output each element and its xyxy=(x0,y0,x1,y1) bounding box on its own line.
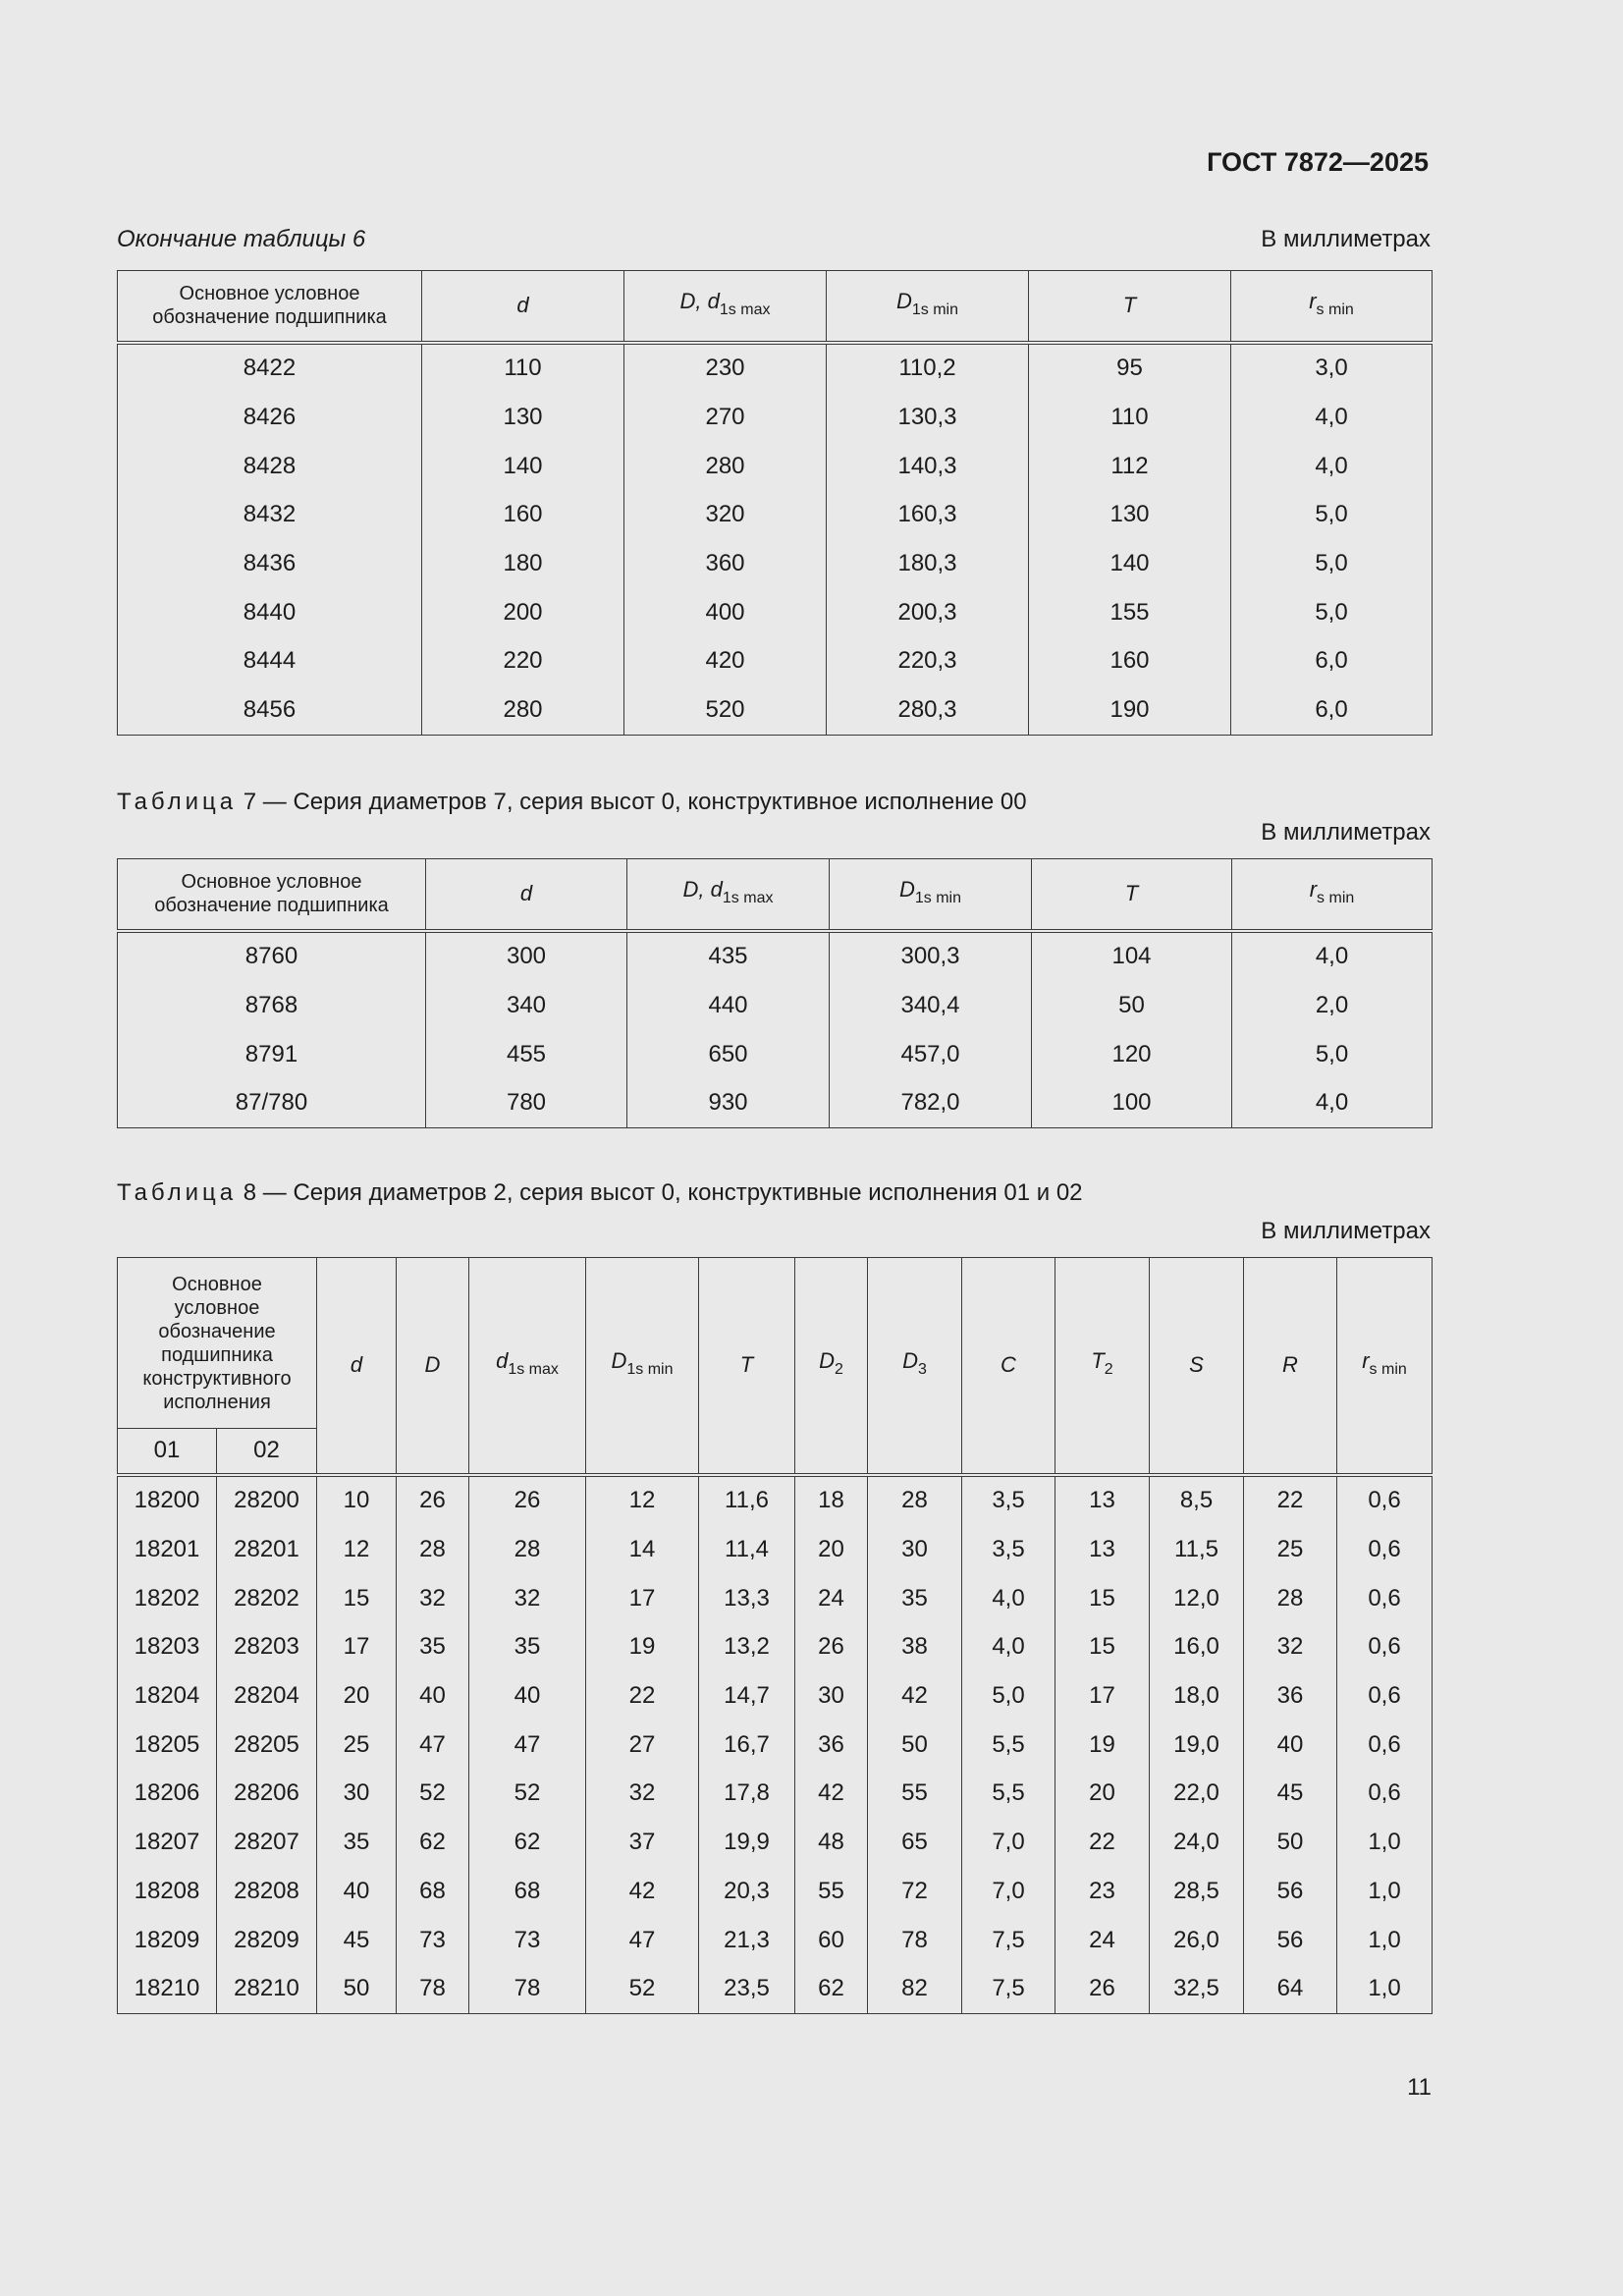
table-cell: 40 xyxy=(317,1867,397,1916)
table-cell: 35 xyxy=(469,1623,586,1672)
table-cell: 24 xyxy=(795,1574,868,1623)
table-row xyxy=(118,1574,1433,1623)
table-cell: 13,3 xyxy=(699,1574,795,1623)
col-header-d: d xyxy=(426,859,627,931)
col-header-01: 01 xyxy=(118,1429,217,1475)
table-cell: 28 xyxy=(1244,1574,1337,1623)
table-cell: 22,0 xyxy=(1150,1770,1244,1819)
table-cell: 155 xyxy=(1029,588,1231,637)
col-header-D1smin: $D_{1s min}$ xyxy=(586,1258,699,1475)
table-cell: 0,6 xyxy=(1337,1475,1433,1526)
table-row xyxy=(118,442,1433,491)
table-cell: 4,0 xyxy=(1232,931,1433,982)
table-cell: 5,0 xyxy=(1231,588,1433,637)
table-row xyxy=(118,1525,1433,1574)
table-cell: 55 xyxy=(795,1867,868,1916)
table-cell: 190 xyxy=(1029,685,1231,735)
table-cell: 47 xyxy=(586,1916,699,1965)
table-cell: 50 xyxy=(317,1964,397,2013)
table-cell: 280,3 xyxy=(827,685,1029,735)
table-cell: 160 xyxy=(1029,637,1231,686)
table6-caption: Окончание таблицы 6 xyxy=(117,226,366,252)
table7-units: В миллиметрах xyxy=(1261,819,1431,846)
table-cell: 48 xyxy=(795,1818,868,1867)
table-cell: 8456 xyxy=(118,685,422,735)
table-cell: 18 xyxy=(795,1475,868,1526)
table-cell: 35 xyxy=(397,1623,469,1672)
table-cell: 64 xyxy=(1244,1964,1337,2013)
table-cell: 30 xyxy=(317,1770,397,1819)
table-cell: 28210 xyxy=(217,1964,317,2013)
col-header-D1smin: $D_{1s min}$ xyxy=(830,859,1032,931)
table-row xyxy=(118,1721,1433,1770)
table-cell: 56 xyxy=(1244,1916,1337,1965)
table-cell: 28202 xyxy=(217,1574,317,1623)
table-cell: 78 xyxy=(469,1964,586,2013)
table-cell: 23 xyxy=(1055,1867,1150,1916)
table-cell: 340,4 xyxy=(830,981,1032,1030)
table-cell: 4,0 xyxy=(1231,393,1433,442)
table-cell: 73 xyxy=(469,1916,586,1965)
col-header-designation: Основное условное обозначение подшипника xyxy=(118,271,422,343)
table-cell: 12 xyxy=(586,1475,699,1526)
table-cell: 18205 xyxy=(118,1721,217,1770)
table-cell: 17 xyxy=(317,1623,397,1672)
table-cell: 87/780 xyxy=(118,1079,426,1128)
table-cell: 68 xyxy=(469,1867,586,1916)
col-header-d: d xyxy=(317,1258,397,1475)
table-cell: 19 xyxy=(586,1623,699,1672)
col-header-d: d xyxy=(422,271,624,343)
table-row xyxy=(118,1770,1433,1819)
table-cell: 457,0 xyxy=(830,1030,1032,1079)
table-cell: 11,6 xyxy=(699,1475,795,1526)
table-cell: 360 xyxy=(624,539,827,588)
table-cell: 8426 xyxy=(118,393,422,442)
table-cell: 60 xyxy=(795,1916,868,1965)
table-cell: 455 xyxy=(426,1030,627,1079)
table-cell: 56 xyxy=(1244,1867,1337,1916)
table-cell: 26 xyxy=(795,1623,868,1672)
table-cell: 28209 xyxy=(217,1916,317,1965)
table-cell: 6,0 xyxy=(1231,637,1433,686)
table-cell: 27 xyxy=(586,1721,699,1770)
table-cell: 28200 xyxy=(217,1475,317,1526)
table-cell: 5,0 xyxy=(962,1671,1055,1721)
table-cell: 8422 xyxy=(118,343,422,394)
col-header-02: 02 xyxy=(217,1429,317,1475)
table-cell: 50 xyxy=(868,1721,962,1770)
table-cell: 50 xyxy=(1244,1818,1337,1867)
table-cell: 110 xyxy=(1029,393,1231,442)
table-cell: 32 xyxy=(586,1770,699,1819)
table-cell: 0,6 xyxy=(1337,1574,1433,1623)
table7-caption: Таблица 7 — Серия диаметров 7, серия высот 0, конструктивное исполнение 00 xyxy=(117,789,1027,815)
table-cell: 420 xyxy=(624,637,827,686)
table-cell: 28205 xyxy=(217,1721,317,1770)
col-header-D2: $D_2$ xyxy=(795,1258,868,1475)
table-row xyxy=(118,1818,1433,1867)
table-cell: 18203 xyxy=(118,1623,217,1672)
table-cell: 5,5 xyxy=(962,1721,1055,1770)
table-cell: 22 xyxy=(586,1671,699,1721)
table-cell: 28208 xyxy=(217,1867,317,1916)
table-cell: 52 xyxy=(397,1770,469,1819)
col-header-R: R xyxy=(1244,1258,1337,1475)
table-cell: 5,5 xyxy=(962,1770,1055,1819)
table-cell: 78 xyxy=(868,1916,962,1965)
table-cell: 78 xyxy=(397,1964,469,2013)
table-cell: 160 xyxy=(422,491,624,540)
table-cell: 13,2 xyxy=(699,1623,795,1672)
table-cell: 62 xyxy=(795,1964,868,2013)
col-header-rsmin: $r_{s min}$ xyxy=(1337,1258,1433,1475)
table-cell: 7,5 xyxy=(962,1964,1055,2013)
table-cell: 130 xyxy=(1029,491,1231,540)
table-cell: 45 xyxy=(1244,1770,1337,1819)
table-cell: 340 xyxy=(426,981,627,1030)
table-cell: 26 xyxy=(397,1475,469,1526)
table-cell: 25 xyxy=(1244,1525,1337,1574)
table-row xyxy=(118,1867,1433,1916)
table-cell: 180,3 xyxy=(827,539,1029,588)
table-cell: 220 xyxy=(422,637,624,686)
table-cell: 5,0 xyxy=(1231,491,1433,540)
table-cell: 47 xyxy=(397,1721,469,1770)
table-cell: 82 xyxy=(868,1964,962,2013)
table-cell: 19,0 xyxy=(1150,1721,1244,1770)
table-cell: 4,0 xyxy=(1231,442,1433,491)
table-row xyxy=(118,539,1433,588)
table-cell: 782,0 xyxy=(830,1079,1032,1128)
table-cell: 5,0 xyxy=(1232,1030,1433,1079)
table-cell: 28204 xyxy=(217,1671,317,1721)
table-cell: 8436 xyxy=(118,539,422,588)
table-cell: 130,3 xyxy=(827,393,1029,442)
table-cell: 65 xyxy=(868,1818,962,1867)
table-cell: 130 xyxy=(422,393,624,442)
table-row xyxy=(118,637,1433,686)
table8 xyxy=(117,1257,1433,2014)
table-cell: 140,3 xyxy=(827,442,1029,491)
table-cell: 73 xyxy=(397,1916,469,1965)
table-cell: 8791 xyxy=(118,1030,426,1079)
table-cell: 26,0 xyxy=(1150,1916,1244,1965)
table-cell: 8444 xyxy=(118,637,422,686)
table-cell: 650 xyxy=(627,1030,830,1079)
col-header-D3: $D_3$ xyxy=(868,1258,962,1475)
table-cell: 24,0 xyxy=(1150,1818,1244,1867)
table-cell: 40 xyxy=(397,1671,469,1721)
table-cell: 100 xyxy=(1032,1079,1232,1128)
table-cell: 780 xyxy=(426,1079,627,1128)
col-header-D1smin: $D_{1s min}$ xyxy=(827,271,1029,343)
table-cell: 35 xyxy=(317,1818,397,1867)
col-header-designation: Основное условное обозначение подшипника xyxy=(118,859,426,931)
table-cell: 18,0 xyxy=(1150,1671,1244,1721)
table-cell: 18210 xyxy=(118,1964,217,2013)
table-cell: 52 xyxy=(469,1770,586,1819)
table-cell: 435 xyxy=(627,931,830,982)
table-cell: 16,7 xyxy=(699,1721,795,1770)
table-cell: 68 xyxy=(397,1867,469,1916)
table-cell: 19,9 xyxy=(699,1818,795,1867)
table-cell: 32 xyxy=(397,1574,469,1623)
table-row xyxy=(118,1623,1433,1672)
table-cell: 18207 xyxy=(118,1818,217,1867)
col-header-T: T xyxy=(1032,859,1232,931)
table-cell: 62 xyxy=(397,1818,469,1867)
table6-units: В миллиметрах xyxy=(1261,226,1431,252)
table-cell: 140 xyxy=(1029,539,1231,588)
table-cell: 28203 xyxy=(217,1623,317,1672)
table-cell: 17,8 xyxy=(699,1770,795,1819)
table-cell: 18201 xyxy=(118,1525,217,1574)
table-cell: 0,6 xyxy=(1337,1721,1433,1770)
table-cell: 2,0 xyxy=(1232,981,1433,1030)
table-cell: 42 xyxy=(868,1671,962,1721)
col-header-D-d1smax: D, $d_{1s max}$ xyxy=(627,859,830,931)
table-cell: 16,0 xyxy=(1150,1623,1244,1672)
table-cell: 0,6 xyxy=(1337,1671,1433,1721)
table-cell: 95 xyxy=(1029,343,1231,394)
col-header-rsmin: $r_{s min}$ xyxy=(1232,859,1433,931)
table-cell: 42 xyxy=(795,1770,868,1819)
col-header-D-d1smax: D, $d_{1s max}$ xyxy=(624,271,827,343)
table-cell: 4,0 xyxy=(1232,1079,1433,1128)
table-cell: 7,0 xyxy=(962,1867,1055,1916)
table-cell: 11,5 xyxy=(1150,1525,1244,1574)
table-cell: 1,0 xyxy=(1337,1916,1433,1965)
table-row xyxy=(118,1964,1433,2013)
table-cell: 18200 xyxy=(118,1475,217,1526)
table-cell: 17 xyxy=(1055,1671,1150,1721)
table-cell: 15 xyxy=(317,1574,397,1623)
page-number: 11 xyxy=(1407,2074,1432,2101)
table-cell: 12,0 xyxy=(1150,1574,1244,1623)
table-cell: 8440 xyxy=(118,588,422,637)
table-cell: 0,6 xyxy=(1337,1623,1433,1672)
table-cell: 1,0 xyxy=(1337,1867,1433,1916)
table-cell: 300 xyxy=(426,931,627,982)
table-cell: 18206 xyxy=(118,1770,217,1819)
table-cell: 28 xyxy=(868,1475,962,1526)
table-cell: 52 xyxy=(586,1964,699,2013)
table-cell: 112 xyxy=(1029,442,1231,491)
table-cell: 4,0 xyxy=(962,1574,1055,1623)
table-cell: 320 xyxy=(624,491,827,540)
table-cell: 19 xyxy=(1055,1721,1150,1770)
table-cell: 7,0 xyxy=(962,1818,1055,1867)
table-cell: 400 xyxy=(624,588,827,637)
table8-units: В миллиметрах xyxy=(1261,1218,1431,1244)
table-row xyxy=(118,1030,1433,1079)
table6 xyxy=(117,270,1433,736)
table-cell: 120 xyxy=(1032,1030,1232,1079)
table-cell: 180 xyxy=(422,539,624,588)
table-cell: 36 xyxy=(1244,1671,1337,1721)
col-header-T: T xyxy=(699,1258,795,1475)
table-row xyxy=(118,343,1433,394)
table-cell: 3,5 xyxy=(962,1525,1055,1574)
table-cell: 14,7 xyxy=(699,1671,795,1721)
table-cell: 270 xyxy=(624,393,827,442)
table-row xyxy=(118,1079,1433,1128)
table-row xyxy=(118,1475,1433,1526)
table-cell: 8760 xyxy=(118,931,426,982)
table-cell: 13 xyxy=(1055,1475,1150,1526)
table-row xyxy=(118,981,1433,1030)
table-cell: 15 xyxy=(1055,1574,1150,1623)
table-cell: 1,0 xyxy=(1337,1818,1433,1867)
table-cell: 45 xyxy=(317,1916,397,1965)
table-cell: 26 xyxy=(1055,1964,1150,2013)
table-cell: 40 xyxy=(1244,1721,1337,1770)
table-cell: 18209 xyxy=(118,1916,217,1965)
table8-caption: Таблица 8 — Серия диаметров 2, серия высот 0, конструктивные исполнения 01 и 02 xyxy=(117,1179,1083,1206)
table-cell: 28,5 xyxy=(1150,1867,1244,1916)
table-cell: 30 xyxy=(868,1525,962,1574)
table-cell: 8,5 xyxy=(1150,1475,1244,1526)
table-cell: 38 xyxy=(868,1623,962,1672)
table-cell: 32 xyxy=(469,1574,586,1623)
col-header-D: D xyxy=(397,1258,469,1475)
table-cell: 14 xyxy=(586,1525,699,1574)
table-cell: 0,6 xyxy=(1337,1770,1433,1819)
table-cell: 28 xyxy=(397,1525,469,1574)
table-cell: 20 xyxy=(317,1671,397,1721)
table-row xyxy=(118,393,1433,442)
table-cell: 440 xyxy=(627,981,830,1030)
table-cell: 110,2 xyxy=(827,343,1029,394)
col-header-T: T xyxy=(1029,271,1231,343)
table-cell: 3,5 xyxy=(962,1475,1055,1526)
table-cell: 32 xyxy=(1244,1623,1337,1672)
table-cell: 55 xyxy=(868,1770,962,1819)
table-cell: 110 xyxy=(422,343,624,394)
table-row xyxy=(118,491,1433,540)
table-cell: 18204 xyxy=(118,1671,217,1721)
table-cell: 8768 xyxy=(118,981,426,1030)
table-cell: 21,3 xyxy=(699,1916,795,1965)
table-cell: 50 xyxy=(1032,981,1232,1030)
table-cell: 62 xyxy=(469,1818,586,1867)
table-cell: 200,3 xyxy=(827,588,1029,637)
table-cell: 300,3 xyxy=(830,931,1032,982)
table-cell: 28 xyxy=(469,1525,586,1574)
table-cell: 20 xyxy=(1055,1770,1150,1819)
table-cell: 12 xyxy=(317,1525,397,1574)
table-cell: 24 xyxy=(1055,1916,1150,1965)
table-row xyxy=(118,1671,1433,1721)
table-cell: 200 xyxy=(422,588,624,637)
col-header-S: S xyxy=(1150,1258,1244,1475)
table-cell: 40 xyxy=(469,1671,586,1721)
table-cell: 20,3 xyxy=(699,1867,795,1916)
table-cell: 280 xyxy=(422,685,624,735)
table-cell: 18208 xyxy=(118,1867,217,1916)
table-cell: 20 xyxy=(795,1525,868,1574)
table-cell: 35 xyxy=(868,1574,962,1623)
table-cell: 104 xyxy=(1032,931,1232,982)
table-cell: 7,5 xyxy=(962,1916,1055,1965)
table-cell: 15 xyxy=(1055,1623,1150,1672)
table-cell: 47 xyxy=(469,1721,586,1770)
table-cell: 13 xyxy=(1055,1525,1150,1574)
col-header-rsmin: $r_{s min}$ xyxy=(1231,271,1433,343)
table-cell: 17 xyxy=(586,1574,699,1623)
col-header-T2: $T_2$ xyxy=(1055,1258,1150,1475)
table-cell: 220,3 xyxy=(827,637,1029,686)
table-cell: 160,3 xyxy=(827,491,1029,540)
table-cell: 140 xyxy=(422,442,624,491)
table-cell: 230 xyxy=(624,343,827,394)
table-cell: 37 xyxy=(586,1818,699,1867)
table-row xyxy=(118,588,1433,637)
table-cell: 28207 xyxy=(217,1818,317,1867)
document-header: ГОСТ 7872—2025 xyxy=(1207,147,1429,177)
table-cell: 930 xyxy=(627,1079,830,1128)
table-cell: 26 xyxy=(469,1475,586,1526)
table7 xyxy=(117,858,1433,1128)
table-cell: 5,0 xyxy=(1231,539,1433,588)
table-cell: 28206 xyxy=(217,1770,317,1819)
table-cell: 72 xyxy=(868,1867,962,1916)
table-cell: 8428 xyxy=(118,442,422,491)
table-cell: 3,0 xyxy=(1231,343,1433,394)
table-cell: 8432 xyxy=(118,491,422,540)
table-cell: 36 xyxy=(795,1721,868,1770)
table-cell: 0,6 xyxy=(1337,1525,1433,1574)
table-cell: 23,5 xyxy=(699,1964,795,2013)
table-cell: 10 xyxy=(317,1475,397,1526)
col-header-d1smax: $d_{1s max}$ xyxy=(469,1258,586,1475)
table-cell: 1,0 xyxy=(1337,1964,1433,2013)
table-row xyxy=(118,1916,1433,1965)
table-cell: 11,4 xyxy=(699,1525,795,1574)
table-cell: 22 xyxy=(1244,1475,1337,1526)
table-cell: 30 xyxy=(795,1671,868,1721)
table-row xyxy=(118,685,1433,735)
table-cell: 22 xyxy=(1055,1818,1150,1867)
table-cell: 28201 xyxy=(217,1525,317,1574)
col-header-C: C xyxy=(962,1258,1055,1475)
table-cell: 25 xyxy=(317,1721,397,1770)
col-header-designation: Основное условное обозначение подшипника конструктивного исполнения xyxy=(118,1258,317,1429)
table-cell: 520 xyxy=(624,685,827,735)
table-cell: 18202 xyxy=(118,1574,217,1623)
table-row xyxy=(118,931,1433,982)
table-cell: 32,5 xyxy=(1150,1964,1244,2013)
table-cell: 6,0 xyxy=(1231,685,1433,735)
table-cell: 280 xyxy=(624,442,827,491)
table-cell: 42 xyxy=(586,1867,699,1916)
table-cell: 4,0 xyxy=(962,1623,1055,1672)
